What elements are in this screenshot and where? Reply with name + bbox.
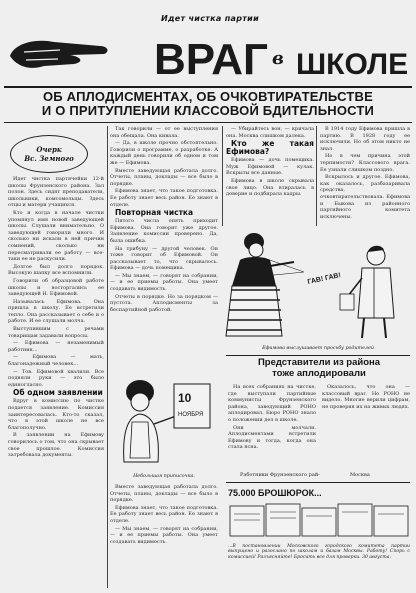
teacher-caption: Небольшая приписочка.: [133, 474, 195, 479]
ocherk-label: Очерк: [36, 145, 62, 154]
col1-paragraph: Долгое был долго порядок. Высокую шапку все вспомнили.: [8, 263, 104, 277]
col1-paragraph: Называлась Ефимова. Она пришла в школу. Ее встретили тепло. Она рассказывает о себе и о работе. И ее слушали молча.: [8, 298, 104, 325]
col2-paragraph: Пятого числа опять приходит Ефимова. Она говорит уже другое. Заявление комиссии проверено. Да, была ошибка.: [110, 218, 218, 244]
box-signature-city: Москва: [350, 472, 370, 478]
footnote: ...В постановлении Московского городского комитета партии выпущено и разослано по школам и базам Москвы. Работу! Спорь с комиссией! Разъясняйте! Бросить все для проверки. 30 августа.: [228, 544, 410, 560]
svg-text:10: 10: [178, 391, 192, 405]
col2-subhead: Повторная чистка: [115, 208, 194, 218]
col1-paragraph: Вдруг в комиссию по чистке подается заявление. Комиссия заинтересовалась. Кто-то сказал, что в этой школе не все благополучно.: [8, 398, 104, 431]
teacher-illustration: [110, 362, 218, 472]
col1-paragraph: В заявлении на Ефимову говорилось о том, что она скрывает свое прошлое. Комиссия затребовала документы.: [8, 432, 104, 459]
col2-paragraph: Вместе заведующая работала долго. Отчеты, планы, доклады — все было в порядке.: [110, 167, 218, 187]
cartoon-caption: Ефимова выслушивает просьбу родителей: [262, 346, 374, 351]
col1-paragraph: Идет чистка партячейки 12-й школы Фрунзенского района. Зал полон. Здесь сидят преподаватели, школьники, комсомольцы. Здесь отцы и матери учащихся.: [8, 176, 104, 209]
box-top-rule: [226, 355, 410, 356]
col1-paragraph: — Тов. Ефимовой хвалили. Все подняли руки — это было единогласно.: [8, 368, 104, 388]
column-2: [110, 126, 218, 360]
headline-line-2: И О ПРИТУПЛЕНИИ КЛАССОВОЙ БДИТЕЛЬНОСТИ: [41, 103, 375, 118]
col1-subhead: Об одном заявлении: [13, 388, 103, 398]
headline-rule: [4, 122, 412, 123]
ocherk-author: Вс. Земного: [24, 154, 74, 163]
column-3: [226, 126, 314, 224]
brochures-illustration: [228, 500, 410, 542]
col2-paragraph: Ефимова знает, что такое подготовка. Ее работу знает весь район. Ее знают в отделе.: [110, 504, 218, 524]
svg-text:в: в: [272, 48, 284, 69]
masthead-logo: [4, 26, 412, 84]
svg-text:ШКОЛЕ: ШКОЛЕ: [296, 48, 409, 81]
box-paragraph: Оказалось, что она — классовый враг. Но РОНО не видело. Многие верили цифрам, не проверяя их на живых людях.: [322, 384, 410, 410]
col1-paragraph: Выступившим с речами товарищам задавали вопросы.: [8, 326, 104, 339]
col2-paragraph: — Мы знаем, — говорят на собрании, — и ее приемы работы. Она умеет создавать видимость.: [110, 525, 218, 545]
col1-paragraph: Говорили об образцовой работе школы и восторгались ее заведующей Н. Ефимовой.: [8, 277, 104, 298]
col2-paragraph: Ефимова знает, что такое подготовка. Ее работу знает весь район. Ее знают в отделе.: [110, 188, 218, 208]
column-1: [8, 176, 104, 586]
box-title-line-1: Представители из района: [257, 357, 381, 368]
col4-paragraph: Вскрылось и другое. Ефимова, как оказалось, разбазаривала средства, очковтирательствовала. Ефимова и Быкова из районного партийного комитета исключены.: [320, 174, 410, 220]
col2-paragraph: Вместе заведующая работала долго. Отчеты, планы, доклады — все было в порядке.: [110, 484, 218, 504]
col1-paragraph: Кто и когда в начале чистки упомянул имя новой заведующей школы. Слушали внимательно. О заведующей говорили много. И сколько ни искали в ней причин сомнений, сколько ни пересматривали ее работу — все-таки ее не раскусили.: [8, 209, 104, 263]
ocherk-oval: [10, 135, 88, 173]
column-4: [320, 126, 410, 224]
col3-paragraph: — Убирайтесь вон, — кричала она. Москва слишком далека.: [226, 126, 314, 139]
col2-paragraph: Отчеты в порядке. Но за порядком — пустота. Аплодисменты за беспартийной работой.: [110, 293, 218, 313]
brochure-title: 75.000 БРОШЮРОК...: [228, 488, 322, 498]
column-divider: [222, 126, 223, 226]
headline-line-1: ОБ АПЛОДИСМЕНТАХ, ОБ ОЧКОВТИРАТЕЛЬСТВЕ: [42, 89, 374, 104]
col3-subhead: Кто же такая Ефимова?: [226, 139, 314, 157]
box-column-left: [228, 384, 316, 468]
col4-paragraph: Но в чем причина этой терпимости? Классового врага. Ее узнали слишком поздно.: [320, 153, 410, 173]
box-title-line-2: тоже аплодировали: [272, 367, 366, 379]
box-paragraph: Они молчали. Аплодисментами встретили Ефимову и тогда, когда она стала ясна.: [228, 424, 316, 451]
col3-paragraph: Ефимова — дочь помещика. Муж Ефимовой — кулак. Вскрыты все данные.: [226, 157, 314, 177]
col2-paragraph: — Да, в школе прочно обстоятельно. Говорили о программе, о разработке. А каждый день говорили об одном и том же — Ефимова.: [110, 140, 218, 166]
svg-text:ВРАГ: ВРАГ: [154, 35, 268, 84]
column-2-lower: [110, 484, 218, 586]
col4-paragraph: В 1914 году Ефимова пришла в партию. В 1928 году ее исключили. Но об этом никто не знал.: [320, 126, 410, 152]
column-divider: [107, 126, 108, 588]
column-divider: [316, 126, 317, 226]
box-title: [228, 358, 410, 379]
col1-paragraph: — Ефимова — мать, благонадежный человек...: [8, 354, 104, 368]
box-signature: Работники Фрунзенского рай-: [240, 472, 320, 478]
col2-paragraph: Так говорили — от ее выступления она обещала. Она кивала.: [110, 126, 218, 139]
col1-paragraph: — Ефимова — незаменимый работник...: [8, 340, 104, 353]
box-bottom-rule: [226, 482, 410, 483]
kicker: Идет чистка партии: [161, 14, 259, 23]
masthead-rule: [4, 86, 412, 88]
svg-text:ГАВ! ГАВ!: ГАВ! ГАВ!: [306, 272, 342, 286]
box-paragraph: На всех собраниях на чистке, где выступали партийные коммунисты Фрунзенского района, заведующий РОНО аплодировал. Бюро РОНО знало о положении дел в школе.: [228, 384, 316, 423]
col3-paragraph: Ефимова в школе скрывала свое лицо. Она втиралась в доверие и подбирала кадры.: [226, 177, 314, 198]
col2-paragraph: На трибуну — другой человек. Он тоже говорит об Ефимовой. Он рассказывает то, что скрывалось. Ефимова — дочь помещика.: [110, 245, 218, 272]
cartoon-illustration: [224, 226, 412, 344]
col2-paragraph: — Мы знаем, — говорят на собрании, — и ее приемы работы. Она умеет создавать видимость.: [110, 272, 218, 293]
calendar-label: НОЯБРЯ: [178, 412, 204, 418]
box-column-right: [322, 384, 410, 468]
